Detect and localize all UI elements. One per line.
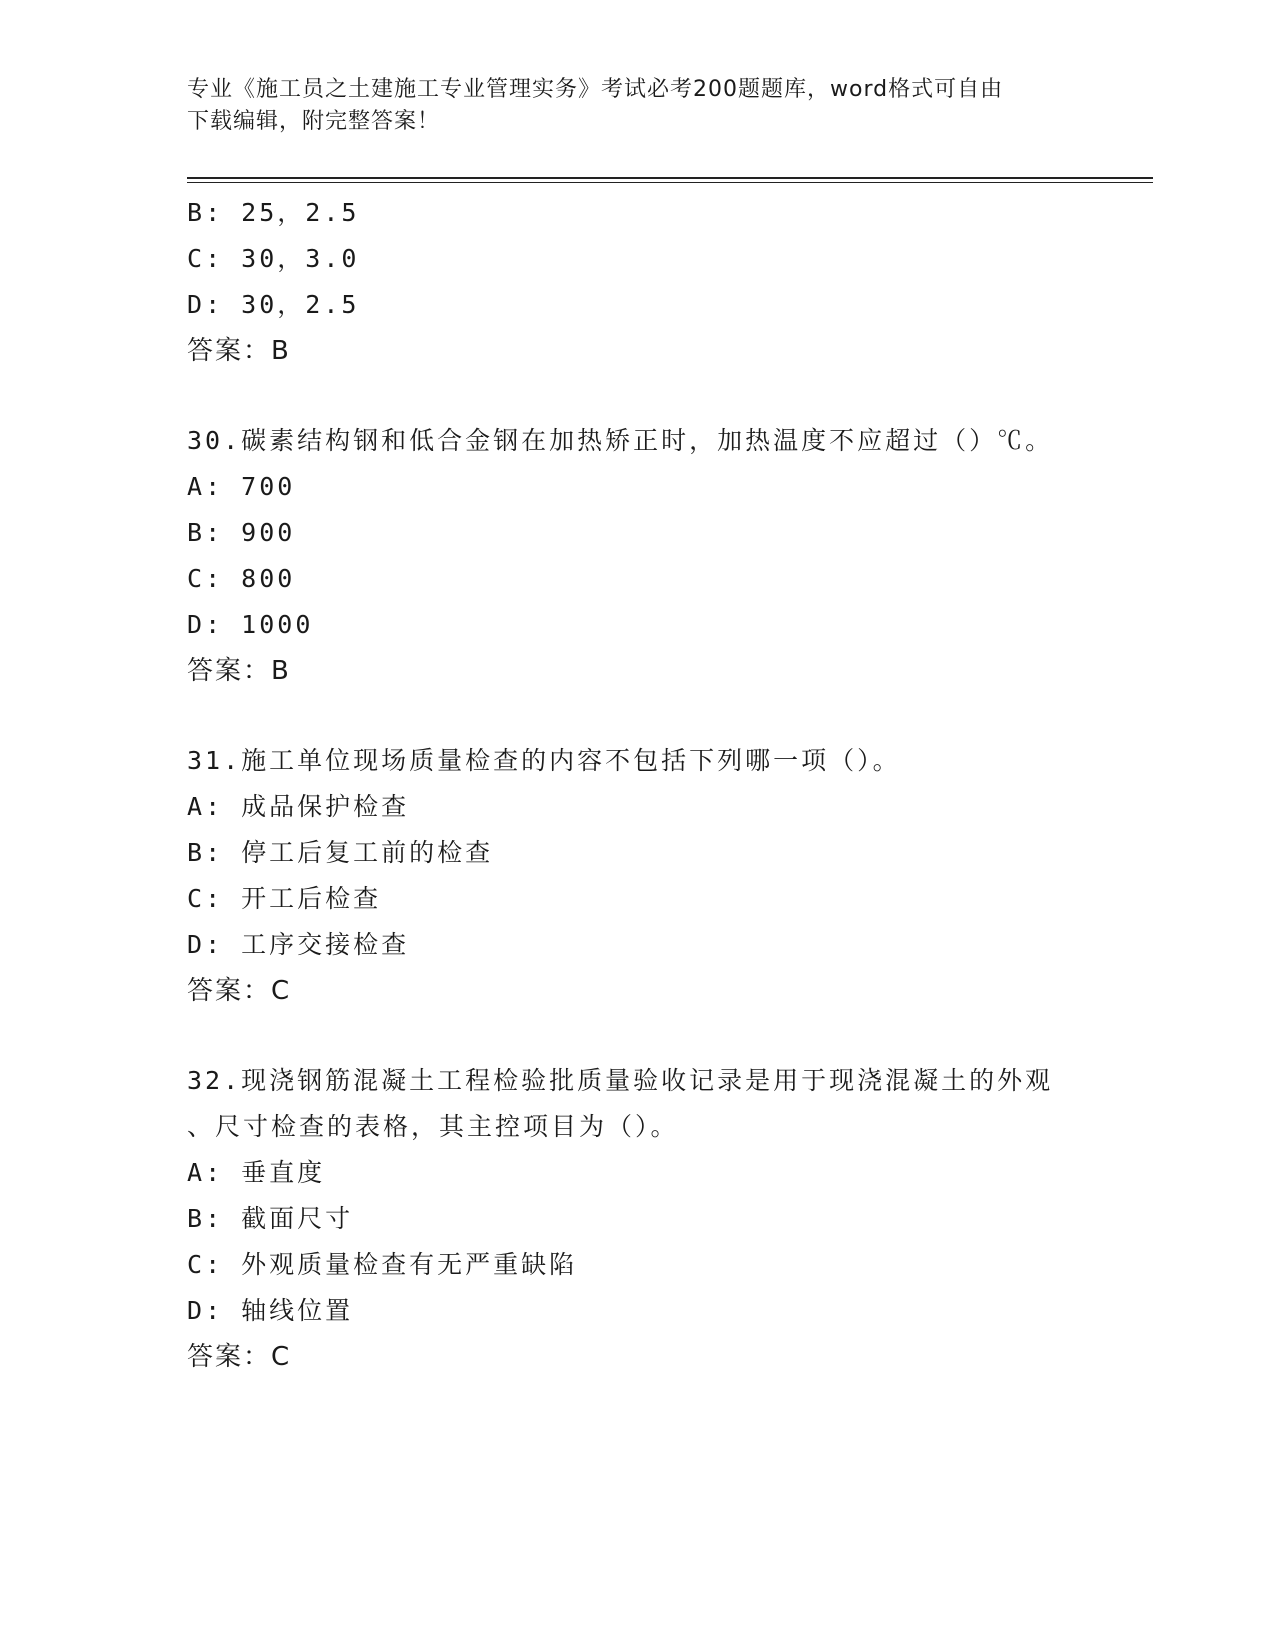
option-label: C (187, 564, 206, 593)
answer-line: 答案：B (187, 656, 291, 686)
option-text: 外观质量检查有无严重缺陷 (241, 1250, 578, 1279)
option-b: B: 截面尺寸 (187, 1204, 354, 1233)
option-label: A (187, 472, 206, 501)
option-text: 25，2.5 (241, 198, 360, 227)
question-text-line-2: 、尺寸检查的表格，其主控项目为（）。 (187, 1112, 679, 1141)
option-label: C (187, 244, 206, 273)
option-label: A (187, 792, 206, 821)
option-text: 工序交接检查 (241, 930, 410, 959)
option-label: A (187, 1158, 206, 1187)
option-b: B: 停工后复工前的检查 (187, 838, 494, 867)
header-line-2: 下载编辑，附完整答案！ (187, 109, 441, 134)
spacer (187, 694, 1147, 738)
option-label: D (187, 610, 206, 639)
option-text: 30，2.5 (241, 290, 360, 319)
spacer (187, 1014, 1147, 1058)
option-text: 轴线位置 (241, 1296, 354, 1325)
option-d: D: 30，2.5 (187, 290, 360, 319)
spacer (187, 374, 1147, 418)
option-label: D (187, 930, 206, 959)
option-label: B (187, 838, 206, 867)
header-line-1: 专业《施工员之土建施工专业管理实务》考试必考200题题库，word格式可自由 (187, 77, 1004, 102)
option-text: 垂直度 (241, 1158, 326, 1187)
option-text: 800 (241, 564, 296, 593)
option-label: D (187, 290, 206, 319)
option-label: D (187, 1296, 206, 1325)
question-32 (187, 1058, 1147, 1380)
option-text: 截面尺寸 (241, 1204, 354, 1233)
question-text: 30.碳素结构钢和低合金钢在加热矫正时，加热温度不应超过（）℃。 (187, 426, 1054, 455)
header-divider-thick (187, 177, 1153, 179)
prev-question-block (187, 190, 1147, 374)
option-b: B: 900 (187, 518, 296, 547)
option-label: B (187, 518, 206, 547)
option-text: 900 (241, 518, 296, 547)
option-c: C: 800 (187, 564, 296, 593)
answer-line: 答案：B (187, 336, 291, 366)
option-d: D: 轴线位置 (187, 1296, 354, 1325)
answer-line: 答案：C (187, 1342, 292, 1372)
option-text: 30，3.0 (241, 244, 360, 273)
option-c: C: 外观质量检查有无严重缺陷 (187, 1250, 578, 1279)
option-c: C: 开工后检查 (187, 884, 382, 913)
option-text: 成品保护检查 (241, 792, 410, 821)
option-a: A: 700 (187, 472, 296, 501)
option-b: B: 25，2.5 (187, 198, 360, 227)
question-text-line-1: 32.现浇钢筋混凝土工程检验批质量验收记录是用于现浇混凝土的外观 (187, 1066, 1054, 1095)
question-31 (187, 738, 1147, 1014)
question-list (187, 190, 1147, 1380)
option-text: 700 (241, 472, 296, 501)
option-label: B (187, 198, 206, 227)
option-text: 停工后复工前的检查 (241, 838, 494, 867)
option-d: D: 工序交接检查 (187, 930, 410, 959)
option-label: C (187, 1250, 206, 1279)
option-a: A: 成品保护检查 (187, 792, 410, 821)
document-header (187, 74, 1087, 138)
option-a: A: 垂直度 (187, 1158, 326, 1187)
option-c: C: 30，3.0 (187, 244, 360, 273)
option-text: 1000 (241, 610, 314, 639)
answer-line: 答案：C (187, 976, 292, 1006)
option-label: C (187, 884, 206, 913)
option-d: D: 1000 (187, 610, 314, 639)
question-30 (187, 418, 1147, 694)
option-text: 开工后检查 (241, 884, 382, 913)
option-label: B (187, 1204, 206, 1233)
header-divider-thin (187, 182, 1153, 183)
question-text: 31.施工单位现场质量检查的内容不包括下列哪一项（）。 (187, 746, 901, 775)
